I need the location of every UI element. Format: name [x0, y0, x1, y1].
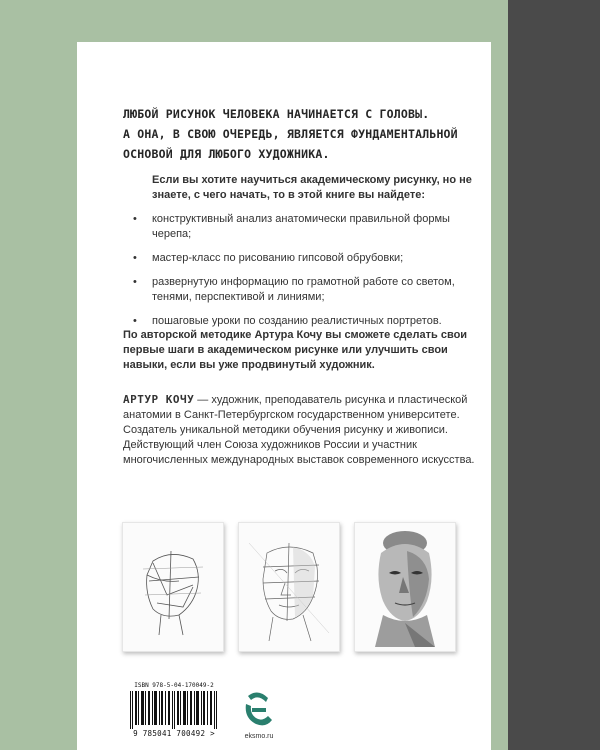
author-name: АРТУР КОЧУ — [123, 393, 195, 406]
publisher-site: eksmo.ru — [244, 733, 274, 740]
list-item: • конструктивный анализ анатомически правильной формы черепа; — [133, 213, 450, 240]
headline-line-1: ЛЮБОЙ РИСУНОК ЧЕЛОВЕКА НАЧИНАЕТСЯ С ГОЛОВЫ. — [123, 107, 430, 121]
bullet-marker: • — [133, 276, 137, 288]
sketch-block-in-drawing — [239, 523, 339, 651]
eksmo-logo-icon — [242, 690, 274, 730]
author-bio — [123, 392, 483, 468]
list-item: • пошаговые уроки по созданию реалистичных портретов. — [133, 315, 442, 327]
list-item: • развернутую информацию по грамотной работе со светом, тенями, перспективой и линиями; — [133, 276, 455, 303]
sketch-construction — [122, 522, 224, 652]
isbn-barcode — [124, 682, 224, 742]
bullet-marker: • — [133, 315, 137, 327]
headline-line-2: А ОНА, В СВОЮ ОЧЕРЕДЬ, ЯВЛЯЕТСЯ ФУНДАМЕНТАЛЬНОЙ — [123, 127, 458, 141]
sketch-block-in — [238, 522, 340, 652]
method-text: По авторской методике Артура Кочу вы сможете сделать свои первые шаги в академическом рисунке или улучшить свои навыки, если вы уже продвинутый художник. — [123, 329, 468, 371]
sketch-construction-drawing — [123, 523, 223, 651]
headline — [123, 104, 483, 164]
bullet-marker: • — [133, 252, 137, 264]
sketch-portrait — [354, 522, 456, 652]
spine — [508, 0, 600, 750]
headline-line-3: ОСНОВОЙ ДЛЯ ЛЮБОГО ХУДОЖНИКА. — [123, 147, 330, 161]
feature-list — [131, 212, 481, 338]
isbn-text: ISBN 978-5-04-170049-2 — [134, 682, 214, 689]
intro-text: Если вы хотите научиться академическому рисунку, но не знаете, с чего начать, то в этой книге вы найдете: — [152, 174, 472, 201]
sketch-portrait-drawing — [355, 523, 455, 651]
author-bio-text: — художник, преподаватель рисунка и пластической анатомии в Санкт-Петербургском государственном университете. Создатель уникальной методики обучения рисунку и живописи. Действующий член Союза художников России и участник многочисленных международных выставок современного искусства. — [123, 394, 475, 466]
barcode-digits: 9 785041 700492 > — [133, 729, 215, 738]
list-item: • мастер-класс по рисованию гипсовой обрубовки; — [133, 252, 404, 264]
bullet-marker: • — [133, 213, 137, 225]
cover-page — [77, 42, 491, 750]
barcode-bars — [128, 691, 220, 729]
